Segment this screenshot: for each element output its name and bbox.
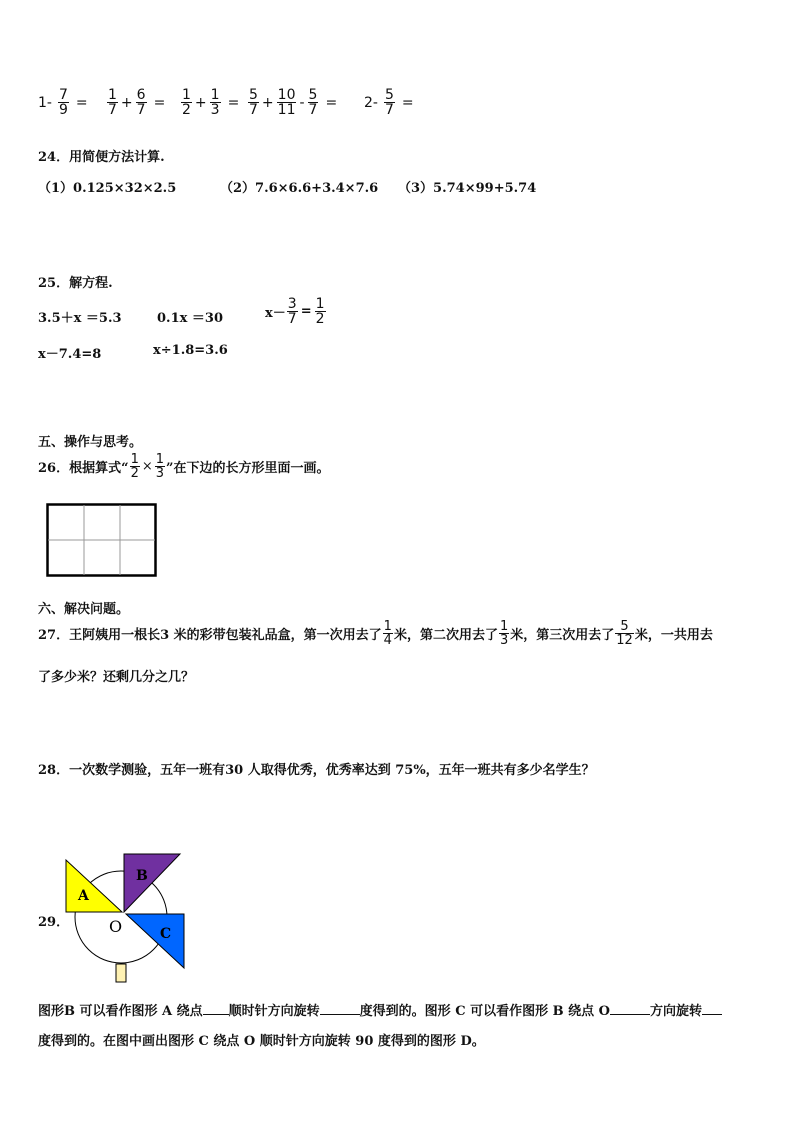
answer-blank[interactable] (702, 1013, 722, 1015)
text: 度得到的。图形 C 可以看作图形 B 绕点 O (359, 1004, 610, 1019)
answer-blank[interactable] (610, 1013, 650, 1015)
equals-sign: = (401, 94, 414, 111)
denominator: 7 (108, 102, 117, 118)
denominator: 4 (383, 633, 392, 648)
q24-title: 24．用简便方法计算. (38, 150, 165, 165)
fraction (315, 297, 326, 326)
denominator: 7 (287, 311, 297, 327)
numerator: 5 (620, 619, 629, 634)
q29-number: 29． (38, 915, 70, 930)
text: 顺时针方向旋转 (228, 1004, 320, 1019)
numerator: 6 (136, 87, 146, 103)
operator: - (299, 94, 305, 111)
equals-sign: = (227, 94, 240, 111)
numerator: 5 (384, 87, 394, 103)
fraction (58, 88, 69, 117)
text: 米，一共用去 (634, 628, 713, 643)
denominator: 3 (155, 466, 165, 481)
denominator: 7 (136, 102, 146, 118)
numerator: 1 (383, 619, 392, 634)
denominator: 7 (384, 102, 394, 118)
numerator: 1 (108, 87, 117, 103)
denominator: 7 (249, 102, 258, 118)
fraction (248, 88, 259, 117)
text: 26．根据算式“ (38, 461, 129, 476)
text: 米，第三次用去了 (510, 628, 615, 643)
denominator: 2 (130, 466, 139, 481)
fraction (277, 88, 297, 117)
equation-3 (265, 297, 327, 326)
text: x－ (265, 306, 286, 321)
text: 图形B 可以看作图形 A 绕点 (38, 1004, 203, 1019)
q24-item-1: （1）0.125×32×2.5 (38, 181, 177, 196)
operator: × (141, 459, 153, 474)
text: 2- (364, 94, 378, 111)
fraction (155, 453, 165, 480)
section-6-heading: 六、解决问题。 (38, 602, 130, 617)
fraction (615, 620, 634, 647)
label-c: C (160, 926, 172, 942)
fraction-item-4 (247, 88, 337, 117)
equation-2: 0.1x ＝30 (157, 311, 223, 326)
label-a: A (78, 888, 89, 904)
fraction (210, 88, 221, 117)
denominator: 3 (499, 633, 509, 648)
equals-sign: = (325, 94, 338, 111)
text: 1- (38, 94, 52, 111)
pinwheel-figure[interactable] (60, 850, 190, 985)
denominator: 9 (58, 102, 68, 118)
q26-text (38, 453, 330, 480)
numerator: 1 (499, 619, 509, 634)
fraction (130, 453, 140, 480)
equals-sign: = (153, 94, 166, 111)
fraction-item-2 (106, 88, 165, 117)
numerator: 1 (210, 87, 220, 103)
fraction (383, 620, 393, 647)
answer-blank[interactable] (203, 1013, 229, 1015)
fraction (107, 88, 118, 117)
denominator: 7 (308, 102, 318, 118)
denominator: 11 (277, 102, 296, 118)
numerator: 1 (182, 87, 191, 103)
fraction (384, 88, 395, 117)
operator: + (261, 94, 274, 111)
denominator: 2 (182, 102, 191, 118)
label-o: O (109, 917, 123, 936)
q24-item-3: （3）5.74×99+5.74 (398, 181, 537, 196)
q24-item-2: （2）7.6×6.6+3.4×7.6 (220, 181, 379, 196)
fraction-item-1 (38, 88, 88, 117)
fraction (287, 297, 298, 326)
operator: + (194, 94, 207, 111)
equals-sign: = (75, 94, 88, 111)
label-b: B (136, 868, 148, 884)
text: 27．王阿姨用一根长3 米的彩带包装礼品盒，第一次用去了 (38, 628, 382, 643)
equals-sign: = (300, 304, 312, 319)
text: ”在下边的长方形里面一画。 (166, 461, 330, 476)
equation-5: x÷1.8=3.6 (153, 343, 228, 358)
pinwheel-stick (116, 964, 126, 982)
fraction (308, 88, 319, 117)
denominator: 2 (315, 311, 325, 327)
numerator: 10 (277, 87, 296, 103)
fraction-item-5 (364, 88, 414, 117)
numerator: 7 (58, 87, 68, 103)
equation-1: 3.5＋x ＝5.3 (38, 311, 122, 326)
text: 方向旋转 (649, 1004, 702, 1019)
denominator: 3 (210, 102, 220, 118)
q27-line-1 (38, 620, 713, 647)
numerator: 3 (287, 296, 297, 312)
text: 米，第二次用去了 (393, 628, 498, 643)
q27-line-2: 了多少米？还剩几分之几？ (38, 670, 195, 685)
answer-blank[interactable] (320, 1013, 360, 1015)
q28-text: 28．一次数学测验，五年一班有30 人取得优秀，优秀率达到 75%，五年一班共有多少名学生？ (38, 763, 595, 778)
numerator: 5 (308, 87, 318, 103)
section-5-heading: 五、操作与思考。 (38, 435, 143, 450)
drawing-rectangle[interactable] (46, 503, 158, 578)
numerator: 1 (315, 296, 325, 312)
fraction (499, 620, 509, 647)
operator: + (120, 94, 133, 111)
fraction (136, 88, 147, 117)
numerator: 1 (130, 452, 139, 467)
denominator: 12 (616, 633, 633, 648)
numerator: 5 (249, 87, 258, 103)
q29-line-1 (38, 1000, 722, 1019)
numerator: 1 (155, 452, 165, 467)
q25-title: 25．解方程. (38, 276, 113, 291)
fraction (181, 88, 192, 117)
fraction-item-3 (180, 88, 239, 117)
equation-4: x－7.4=8 (38, 347, 102, 362)
q29-line-2: 度得到的。在图中画出图形 C 绕点 O 顺时针方向旋转 90 度得到的图形 D。 (38, 1034, 485, 1049)
